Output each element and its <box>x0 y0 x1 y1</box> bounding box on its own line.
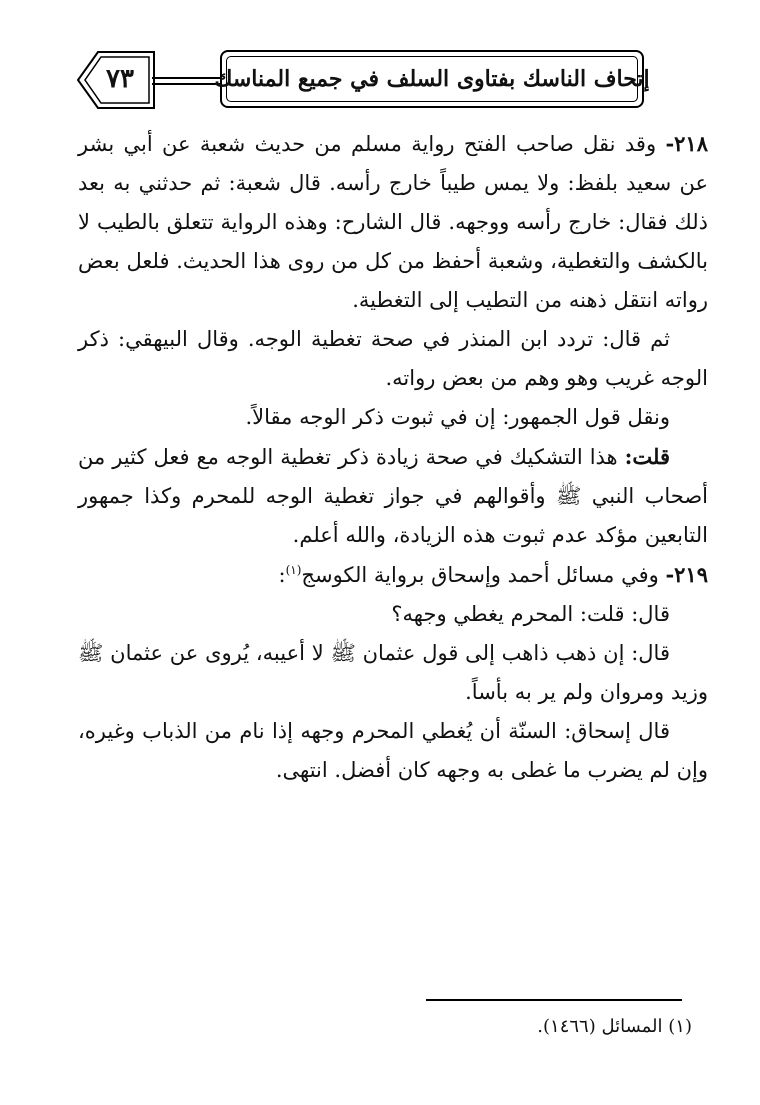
paragraph-text: وفي مسائل أحمد وإسحاق برواية الكوسج <box>301 563 666 587</box>
book-title-frame <box>214 50 650 108</box>
page-number-frame <box>76 50 154 110</box>
footnote-reference[interactable]: (١) <box>285 563 302 577</box>
paragraph-text: وقد نقل صاحب الفتح رواية مسلم من حديث شعبة عن أبي بشر عن سعيد بلفظ: ولا يمس طيباً خارج رأسه. قال شعبة: ثم حدثني به بعد ذلك فقال: خارج رأسه ووجهه. قال الشارح: وهذه الرواية تتعلق بالطيب لا بالكشف والتغطية، وشعبة أحفظ من كل من روى هذا الحديث. فلعل بعض رواته انتقل ذهنه من التطيب إلى التغطية. <box>78 132 708 312</box>
paragraph-text: هذا التشكيك في صحة زيادة ذكر تغطية الوجه مع فعل كثير من أصحاب النبي ﷺ وأقوالهم في جواز تغطية الوجه للمحرم وكذا جمهور التابعين مؤكد عدم ثبوت هذه الزيادة، والله أعلم. <box>78 445 708 547</box>
paragraph-answer: قال: إن ذهب ذاهب إلى قول عثمان ﷺ لا أعيبه، يُروى عن عثمان ﷺ وزيد ومروان ولم ير به بأساً. <box>78 641 708 704</box>
paragraph-text-tail: : <box>278 563 286 587</box>
book-title-inner-frame <box>214 56 650 102</box>
paragraph-question: قال: قلت: المحرم يغطي وجهه؟ <box>391 602 670 626</box>
header-connector-line <box>152 83 222 85</box>
paragraph-qultu <box>78 437 708 555</box>
page-header <box>76 50 650 110</box>
item-number: ٢١٩- <box>665 562 708 587</box>
footnote: (١) المسائل (١٤٦٦). <box>537 1016 692 1037</box>
paragraph-tumma-qal: ثم قال: تردد ابن المنذر في صحة تغطية الوجه. وقال البيهقي: ذكر الوجه غريب وهو وهم من بعض رواته. <box>78 327 708 390</box>
footnote-separator <box>426 999 682 1001</box>
page-number: ٧٣ <box>106 64 134 94</box>
paragraph-ishaq: قال إسحاق: السنّة أن يُغطي المحرم وجهه إذا نام من الذباب وغيره، وإن لم يضرب ما غطى به وجهه كان أفضل. انتهى. <box>78 719 708 782</box>
paragraph-jumhur: ونقل قول الجمهور: إن في ثبوت ذكر الوجه مقالاً. <box>245 405 670 429</box>
item-number: ٢١٨- <box>665 131 708 156</box>
paragraph-219 <box>78 555 708 595</box>
book-title: إتحاف الناسك بفتاوى السلف في جميع المناسك <box>214 66 650 92</box>
paragraph-218 <box>78 124 708 320</box>
page-body <box>78 124 708 790</box>
qultu-label: قلت: <box>624 444 670 469</box>
header-connector-line <box>152 77 222 79</box>
